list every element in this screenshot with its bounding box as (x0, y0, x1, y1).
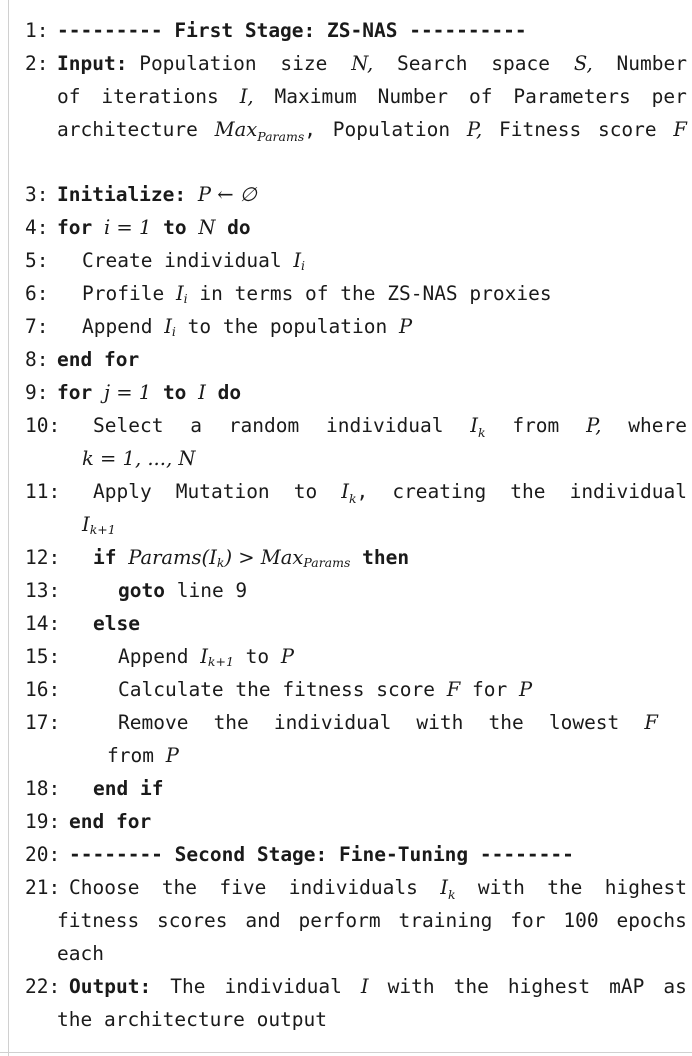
word: Mutation (175, 480, 270, 503)
word: random (228, 414, 300, 437)
line-text (57, 376, 241, 409)
algorithm-line-13 (25, 574, 687, 607)
algorithm-line-22-cont (25, 1003, 687, 1036)
keyword-to: to (162, 381, 187, 404)
algorithm-line-7 (25, 310, 687, 343)
word: highest (604, 876, 687, 899)
word: the (488, 711, 524, 734)
word: Search (397, 52, 468, 75)
word: Select (93, 414, 164, 437)
algorithm-line-2 (25, 47, 687, 80)
line-text (69, 871, 687, 906)
word: Parameters (513, 85, 631, 108)
subscript: k+1 (89, 522, 116, 537)
math-variable: I (360, 975, 369, 998)
word: training (398, 909, 493, 932)
punct: , (356, 480, 369, 503)
word: five (219, 876, 267, 899)
math-variable: I, (239, 85, 254, 108)
math-variable: I (175, 282, 184, 305)
algorithm-line-11 (25, 475, 687, 508)
word: architecture (57, 118, 198, 141)
line-number: 10: (25, 414, 61, 437)
math-variable: P (399, 315, 413, 338)
math-variable: S, (573, 52, 593, 75)
math-variable: I (198, 381, 206, 404)
word: fitness (57, 909, 140, 932)
line-text (82, 508, 116, 541)
keyword-do: do (227, 216, 251, 239)
keyword-goto: goto (118, 579, 165, 602)
line-number: 17: (25, 711, 61, 734)
keyword-then: then (362, 546, 410, 569)
keyword-end-for: end for (69, 810, 152, 833)
word: 100 (563, 909, 599, 932)
algorithm-line-3 (25, 178, 687, 211)
word: space (491, 52, 550, 75)
word: of (57, 85, 81, 108)
line-text (118, 640, 294, 673)
keyword-output: Output: (69, 975, 152, 998)
math-expression: i = 1 (103, 216, 152, 239)
word: size (280, 52, 328, 75)
math-variable: I (164, 315, 172, 338)
word: individual (326, 414, 444, 437)
math-variable: P, (586, 414, 602, 437)
algorithm-line-17-cont (25, 739, 687, 772)
algorithm-line-2-cont (25, 80, 687, 113)
line-number: 11: (25, 480, 61, 503)
math-variable: F (446, 678, 461, 701)
line-number: 6: (25, 282, 49, 305)
line-number: 15: (25, 645, 61, 668)
line-text (57, 211, 251, 244)
math-variable: I (470, 414, 478, 437)
algorithm-line-15 (25, 640, 687, 673)
subscript: Params (303, 555, 351, 570)
algorithm-line-10-cont (25, 442, 687, 475)
word: of (468, 85, 493, 108)
word: from (512, 414, 560, 437)
word: creating (392, 480, 487, 503)
subscript: k (477, 425, 486, 440)
line-number: 16: (25, 678, 61, 701)
line-number: 1: (25, 19, 49, 42)
math-variable: N (198, 216, 216, 239)
word: Number (616, 52, 687, 75)
line-number: 12: (25, 546, 61, 569)
keyword-else: else (93, 612, 140, 635)
word: Append (118, 645, 189, 668)
word: Profile (82, 282, 165, 305)
subscript: i (301, 258, 306, 273)
algorithm-line-21-cont (25, 904, 687, 937)
math-variable: P (519, 678, 533, 701)
math-expression: Params(I (128, 546, 217, 569)
line-text (57, 113, 687, 148)
word: where (628, 414, 687, 437)
algorithm-line-14 (25, 607, 687, 640)
word: the (510, 480, 546, 503)
line-number: 14: (25, 612, 61, 635)
algorithm-line-21-cont2 (25, 937, 687, 970)
line-number: 13: (25, 579, 61, 602)
line-number: 2: (25, 52, 49, 75)
word: per (651, 85, 687, 108)
line-number: 22: (25, 975, 61, 998)
algorithm-line-17 (25, 706, 687, 739)
subscript: k+1 (207, 654, 234, 669)
word: a (190, 414, 202, 437)
math-variable: P, (466, 118, 483, 141)
word: the (213, 711, 249, 734)
algorithm-line-11-cont (25, 508, 687, 541)
math-variable: I (341, 480, 349, 503)
math-variable: F (673, 118, 687, 141)
algorithm-line-1 (25, 14, 687, 47)
subscript: Params (257, 129, 305, 144)
math-variable: I (440, 876, 448, 899)
math-expression: k = 1, ..., N (82, 447, 196, 470)
word: Choose (69, 876, 140, 899)
line-number: 20: (25, 843, 61, 866)
word: Apply (93, 480, 152, 503)
math-variable: P (165, 744, 179, 767)
word: mAP (609, 975, 645, 998)
math-variable: P (280, 645, 295, 668)
line-number: 8: (25, 348, 49, 371)
word: the (161, 876, 198, 899)
keyword-end-for: end for (57, 348, 140, 371)
math-variable: I (82, 513, 90, 536)
word: with (387, 975, 435, 998)
math-variable: N, (351, 52, 374, 75)
words: line 9 (176, 579, 248, 602)
algorithm-line-16 (25, 673, 687, 706)
line-text (57, 47, 687, 80)
word: iterations (101, 85, 219, 108)
math-variable: I (200, 645, 208, 668)
word: Fitness (499, 118, 582, 141)
word: score (597, 118, 657, 141)
math-expression: j = 1 (103, 381, 152, 404)
algorithm-line-10 (25, 409, 687, 442)
math-expression: P ← ∅ (197, 183, 257, 206)
word: the (453, 975, 489, 998)
word: perform (298, 909, 381, 932)
subscript: k (348, 491, 357, 506)
line-text (107, 739, 179, 772)
word: individuals (288, 876, 418, 899)
line-number: 4: (25, 216, 49, 239)
word: and (245, 909, 281, 932)
line-number: 3: (25, 183, 49, 206)
word: Remove (118, 711, 189, 734)
line-text (118, 673, 532, 706)
word: Population (332, 118, 451, 141)
word: The (170, 975, 206, 998)
word: individual (273, 711, 392, 734)
line-text (93, 409, 687, 444)
keyword-to: to (163, 216, 187, 239)
line-text (82, 310, 412, 343)
algorithm-line-9 (25, 376, 687, 409)
line-text (82, 244, 305, 277)
word: to (293, 480, 318, 503)
line-number: 19: (25, 810, 61, 833)
words: Create individual (82, 249, 282, 272)
algorithm-line-2-cont2 (25, 113, 687, 146)
keyword-do: do (217, 381, 242, 404)
left-margin-rule (8, 0, 9, 1056)
algorithm-line-6 (25, 277, 687, 310)
math-variable: Max (214, 118, 258, 141)
line-number: 5: (25, 249, 49, 272)
subscript: k (216, 555, 225, 570)
word: Append (82, 315, 153, 338)
words: in terms of the ZS-NAS proxies (199, 282, 552, 305)
word: as (663, 975, 687, 998)
word: individual (569, 480, 687, 503)
line-text (57, 178, 257, 211)
word: Number (377, 85, 449, 108)
subscript: k (447, 887, 456, 902)
algorithm-line-8 (25, 343, 687, 376)
keyword-for: for (57, 381, 93, 404)
word: highest (507, 975, 591, 998)
algorithm-line-18 (25, 772, 687, 805)
word: lowest (548, 711, 620, 734)
keyword-input: Input: (57, 52, 128, 75)
word: Population (139, 52, 257, 75)
words: to the population (187, 315, 388, 338)
algorithm-line-22 (25, 970, 687, 1003)
word: the (547, 876, 583, 899)
line-number: 21: (25, 876, 61, 899)
line-text (57, 80, 687, 113)
word: Maximum (274, 85, 357, 108)
subscript: i (183, 291, 188, 306)
math-expression: ) > Max (224, 546, 304, 569)
math-variable: F (644, 711, 658, 734)
bottom-rule (0, 1052, 692, 1053)
line-text (57, 904, 687, 937)
word: scores (157, 909, 228, 932)
algorithm-line-12 (25, 541, 687, 574)
line-number: 9: (25, 381, 49, 404)
word: with (477, 876, 525, 899)
keyword-if: if (93, 546, 117, 569)
keyword-for: for (57, 216, 93, 239)
second-stage-heading: -------- Second Stage: Fine-Tuning -------- (69, 843, 574, 866)
line-text (118, 706, 658, 739)
word: epochs (616, 909, 687, 932)
line-text (82, 277, 552, 310)
line-text (69, 970, 687, 1003)
algorithm-line-4 (25, 211, 687, 244)
line-text (93, 475, 687, 510)
word: to (245, 645, 270, 668)
punct: , (304, 118, 316, 141)
line-number: 18: (25, 777, 61, 800)
algorithm-line-21 (25, 871, 687, 904)
keyword-initialize: Initialize: (57, 183, 187, 206)
word: for (472, 678, 508, 701)
algorithm-line-5 (25, 244, 687, 277)
algorithm-line-20 (25, 838, 687, 871)
word: for (510, 909, 546, 932)
line-text (118, 574, 247, 607)
word: individual (224, 975, 342, 998)
words: Calculate the fitness score (118, 678, 435, 701)
line-number: 7: (25, 315, 49, 338)
first-stage-heading: --------- First Stage: ZS-NAS ---------- (57, 19, 527, 42)
word: from (107, 744, 154, 767)
words: the architecture output (57, 1008, 328, 1031)
word: each (57, 942, 104, 965)
word: with (416, 711, 464, 734)
line-text (93, 541, 409, 574)
subscript: i (171, 324, 176, 339)
keyword-end-if: end if (93, 777, 164, 800)
math-variable: I (293, 249, 302, 272)
algorithm-line-19 (25, 805, 687, 838)
